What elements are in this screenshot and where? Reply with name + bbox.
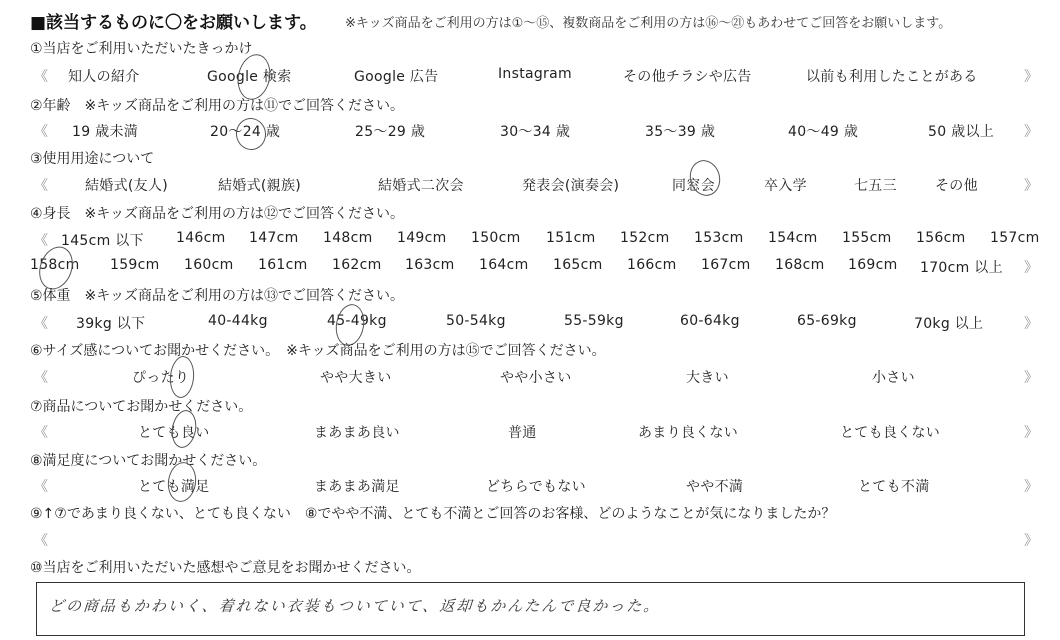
question-5-label: ⑤体重 ※キッズ商品をご利用の方は⑬でご回答ください。: [30, 288, 404, 304]
option-age-40-49[interactable]: 40〜49 歳: [788, 124, 859, 140]
option-height-163[interactable]: 163cm: [405, 257, 455, 273]
option-wedding-family[interactable]: 結婚式(親族): [218, 178, 302, 194]
option-height-166[interactable]: 166cm: [627, 257, 677, 273]
option-product-fairly-good[interactable]: まあまあ良い: [314, 425, 400, 441]
option-product-very-good[interactable]: とても良い: [138, 425, 210, 441]
option-weight-45-49[interactable]: 45-49kg: [327, 313, 387, 329]
option-acquaintance[interactable]: 知人の紹介: [68, 69, 140, 85]
option-weight-60-64[interactable]: 60-64kg: [680, 313, 740, 329]
question-2-label: ②年齢 ※キッズ商品をご利用の方は⑪でご回答ください。: [30, 98, 404, 114]
option-instagram[interactable]: Instagram: [498, 66, 572, 82]
option-height-162[interactable]: 162cm: [332, 257, 382, 273]
option-height-159[interactable]: 159cm: [110, 257, 160, 273]
option-satisfaction-slightly-unsatisfied[interactable]: やや不満: [686, 479, 744, 495]
option-height-150[interactable]: 150cm: [471, 230, 521, 246]
question-1-label: ①当店をご利用いただいたきっかけ: [30, 41, 253, 57]
option-satisfaction-neutral[interactable]: どちらでもない: [486, 479, 586, 495]
option-product-average[interactable]: 普通: [508, 425, 537, 441]
option-satisfaction-very-unsatisfied[interactable]: とても不満: [858, 479, 930, 495]
option-satisfaction-fairly[interactable]: まあまあ満足: [314, 479, 400, 495]
option-fit-large[interactable]: 大きい: [686, 370, 729, 386]
option-weight-55-59[interactable]: 55-59kg: [564, 313, 624, 329]
option-other-flyer[interactable]: その他チラシや広告: [623, 69, 752, 85]
close-bracket: 》: [1024, 260, 1038, 276]
option-height-148[interactable]: 148cm: [323, 230, 373, 246]
option-shichigosan[interactable]: 七五三: [854, 178, 897, 194]
option-used-before[interactable]: 以前も利用したことがある: [806, 69, 978, 85]
option-height-154[interactable]: 154cm: [768, 230, 818, 246]
close-bracket: 》: [1024, 425, 1038, 441]
option-age-under-19[interactable]: 19 歳未満: [72, 124, 139, 140]
question-6-label: ⑥サイズ感についてお聞かせください。 ※キッズ商品をご利用の方は⑮でご回答ください。: [30, 343, 606, 359]
form-title: ■該当するものに〇をお願いします。: [30, 13, 317, 33]
open-bracket: 《: [34, 69, 48, 85]
option-age-50-plus[interactable]: 50 歳以上: [928, 124, 995, 140]
option-height-149[interactable]: 149cm: [397, 230, 447, 246]
option-age-30-34[interactable]: 30〜34 歳: [500, 124, 571, 140]
option-wedding-friend[interactable]: 結婚式(友人): [85, 178, 169, 194]
option-height-146[interactable]: 146cm: [176, 230, 226, 246]
open-bracket: 《: [34, 124, 48, 140]
option-google-search[interactable]: Google 検索: [207, 69, 292, 85]
option-fit-perfect[interactable]: ぴったり: [132, 370, 190, 386]
form-note: ※キッズ商品をご利用の方は①〜⑮、複数商品をご利用の方は⑯〜㉑もあわせてご回答をお願いします。: [345, 16, 952, 31]
question-8-label: ⑧満足度についてお聞かせください。: [30, 453, 267, 469]
option-weight-50-54[interactable]: 50-54kg: [446, 313, 506, 329]
question-10-handwritten-answer: どの商品もかわいく、着れない衣装もついていて、返却もかんたんで良かった。: [48, 597, 662, 615]
option-product-very-bad[interactable]: とても良くない: [840, 425, 941, 441]
close-bracket: 》: [1024, 533, 1038, 549]
open-bracket: 《: [34, 533, 48, 549]
close-bracket: 》: [1024, 124, 1038, 140]
option-height-151[interactable]: 151cm: [546, 230, 596, 246]
option-height-169[interactable]: 169cm: [848, 257, 898, 273]
question-7-label: ⑦商品についてお聞かせください。: [30, 399, 253, 415]
question-10-label: ⑩当店をご利用いただいた感想やご意見をお聞かせください。: [30, 560, 421, 576]
option-age-20-24[interactable]: 20〜24 歳: [210, 124, 281, 140]
option-height-164[interactable]: 164cm: [479, 257, 529, 273]
option-height-157[interactable]: 157cm: [990, 230, 1040, 246]
option-fit-slightly-small[interactable]: やや小さい: [500, 370, 572, 386]
option-weight-39-under[interactable]: 39kg 以下: [76, 316, 146, 332]
option-weight-65-69[interactable]: 65-69kg: [797, 313, 857, 329]
close-bracket: 》: [1024, 479, 1038, 495]
open-bracket: 《: [34, 316, 48, 332]
option-height-168[interactable]: 168cm: [775, 257, 825, 273]
option-height-147[interactable]: 147cm: [249, 230, 299, 246]
option-product-not-good[interactable]: あまり良くない: [638, 425, 739, 441]
question-10-answer-box[interactable]: [36, 582, 1025, 636]
open-bracket: 《: [34, 370, 48, 386]
option-height-170-over[interactable]: 170cm 以上: [920, 260, 1003, 276]
question-9-label: ⑨↑⑦であまり良くない、とても良くない ⑧でやや不満、とても不満とご回答のお客様、どのようなことが気になりましたか？: [30, 506, 836, 522]
option-reunion[interactable]: 同窓会: [672, 178, 715, 194]
option-height-153[interactable]: 153cm: [694, 230, 744, 246]
option-wedding-afterparty[interactable]: 結婚式二次会: [378, 178, 464, 194]
open-bracket: 《: [34, 479, 48, 495]
option-age-25-29[interactable]: 25〜29 歳: [355, 124, 426, 140]
option-height-155[interactable]: 155cm: [842, 230, 892, 246]
option-height-165[interactable]: 165cm: [553, 257, 603, 273]
option-other-use[interactable]: その他: [935, 178, 978, 194]
option-age-35-39[interactable]: 35〜39 歳: [645, 124, 716, 140]
open-bracket: 《: [34, 233, 48, 249]
question-4-label: ④身長 ※キッズ商品をご利用の方は⑫でご回答ください。: [30, 206, 404, 222]
open-bracket: 《: [34, 178, 48, 194]
close-bracket: 》: [1024, 316, 1038, 332]
close-bracket: 》: [1024, 69, 1038, 85]
option-height-158[interactable]: 158cm: [30, 257, 80, 273]
option-fit-small[interactable]: 小さい: [872, 370, 915, 386]
option-graduation[interactable]: 卒入学: [764, 178, 807, 194]
option-height-167[interactable]: 167cm: [701, 257, 751, 273]
option-height-160[interactable]: 160cm: [184, 257, 234, 273]
option-google-ads[interactable]: Google 広告: [354, 69, 439, 85]
option-height-152[interactable]: 152cm: [620, 230, 670, 246]
question-3-label: ③使用用途について: [30, 151, 155, 167]
option-height-161[interactable]: 161cm: [258, 257, 308, 273]
option-fit-slightly-large[interactable]: やや大きい: [320, 370, 392, 386]
option-height-145-under[interactable]: 145cm 以下: [61, 233, 144, 249]
option-recital[interactable]: 発表会(演奏会): [522, 178, 620, 194]
option-weight-70-over[interactable]: 70kg 以上: [914, 316, 984, 332]
option-satisfaction-very[interactable]: とても満足: [138, 479, 210, 495]
close-bracket: 》: [1024, 178, 1038, 194]
option-height-156[interactable]: 156cm: [916, 230, 966, 246]
option-weight-40-44[interactable]: 40-44kg: [208, 313, 268, 329]
open-bracket: 《: [34, 425, 48, 441]
close-bracket: 》: [1024, 370, 1038, 386]
